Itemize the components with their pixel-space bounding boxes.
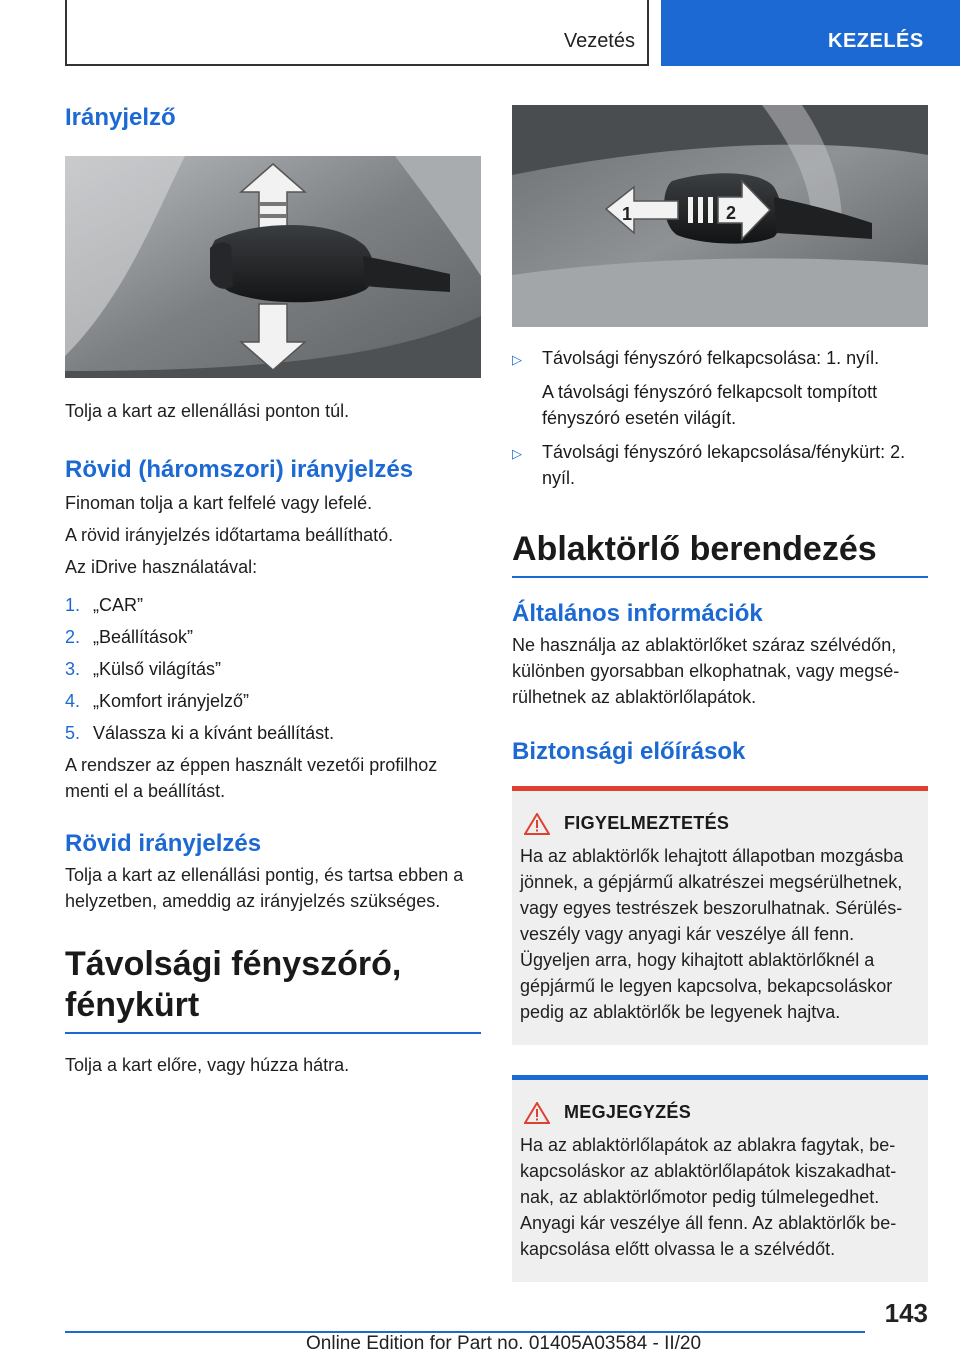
triangle-bullet-icon: ▷	[512, 352, 522, 367]
figure-high-beam-lever	[512, 105, 928, 327]
note-title: MEGJEGYZÉS	[520, 1102, 920, 1124]
warning-title: FIGYELMEZTETÉS	[520, 813, 920, 835]
warning-paragraph-2: Ügyeljen arra, hogy kihajtott ablaktörlőknél a gépjármű le legyen kapcsolva, bekapcsoláskor pedig az ablaktörlők be legyenek hajtva.	[520, 949, 893, 1022]
heading-tavolsagi-fenyszoro: Távolsági fényszóró, fénykürt	[65, 944, 481, 1034]
heading-iranyjelzo: Irányjelző	[65, 104, 176, 131]
page-number: 143	[884, 1298, 928, 1328]
note-box	[512, 1075, 928, 1282]
header-section-tab	[65, 0, 649, 66]
header-chapter-tab	[661, 0, 960, 66]
paragraph-profil: A rendszer az éppen használt vezetői profilhoz menti el a beállítást.	[65, 755, 438, 801]
paragraph-finoman: Finoman tolja a kart felfelé vagy lefelé.	[65, 493, 373, 513]
list-item: ▷ Távolsági fényszóró lekapcsolása/fénykürt: 2. nyíl.	[512, 439, 928, 491]
header-chapter-title: KEZELÉS	[828, 30, 924, 52]
heading-altalanos: Általános információk	[512, 599, 763, 627]
header-section-title: Vezetés	[563, 30, 635, 52]
list-item: 3. „Külső világítás”	[65, 659, 222, 679]
left-column	[65, 100, 481, 1078]
high-beam-illustration	[512, 105, 928, 327]
paragraph-idotartam: A rövid irányjelzés időtartama beállítható.	[65, 525, 394, 545]
arrow-2-label: 2	[726, 203, 737, 223]
list-item: 5. Válassza ki a kívánt beállítást.	[65, 723, 335, 743]
paragraph-rovid: Tolja a kart az ellenállási pontig, és tartsa ebben a helyzetben, ameddig az irányjelzés szükséges.	[65, 865, 464, 911]
list-item: ▷ Távolsági fényszóró felkapcsolása: 1. nyíl. A távolsági fényszóró felkapcsolt tompított fényszóró esetén világít.	[512, 345, 928, 431]
warning-triangle-icon	[524, 813, 550, 835]
list-item: 4. „Komfort irányjelző”	[65, 691, 250, 711]
idrive-steps-list	[65, 592, 481, 746]
paragraph-idrive: Az iDrive használatával:	[65, 557, 258, 577]
footer-edition: Online Edition for Part no. 01405A03584 - II/20	[306, 1333, 702, 1354]
heading-ablaktorlo: Ablaktörlő berendezés	[512, 529, 928, 578]
right-column	[512, 100, 928, 1282]
warning-box	[512, 786, 928, 1045]
caution-triangle-icon	[524, 1102, 550, 1124]
heading-biztonsagi: Biztonsági előírások	[512, 737, 746, 765]
list-item: 2. „Beállítások”	[65, 627, 194, 647]
warning-paragraph-1: Ha az ablaktörlők lehajtott állapotban mozgásba jönnek, a gépjármű alkatrészei megsérülhetnek, vagy egyes testrészek beszorulhatnak. Sérülésveszély vagy anyagi kár veszélye áll fenn.	[520, 845, 904, 944]
list-item: 1. „CAR”	[65, 595, 143, 615]
figure1-caption: Tolja a kart az ellenállási ponton túl.	[65, 401, 350, 421]
arrow-1-label: 1	[622, 204, 633, 224]
heading-rovid-iranyjelzes: Rövid irányjelzés	[65, 830, 262, 857]
note-paragraph-1: Ha az ablaktörlőlapátok az ablakra fagytak, bekapcsoláskor az ablaktörlőlapátok kiszakadhatnak, az ablaktörlőmotor pedig túlmelegedhet. Anyagi kár veszélye áll fenn. Az ablaktörlők bekapcsolása előtt olvassa le a szélvédőt.	[520, 1134, 897, 1259]
high-beam-bullets	[512, 345, 928, 491]
triangle-bullet-icon: ▷	[512, 446, 522, 461]
turn-signal-illustration	[65, 156, 481, 378]
paragraph-tavolsagi: Tolja a kart előre, vagy húzza hátra.	[65, 1054, 350, 1075]
heading-rovid-haromszori: Rövid (háromszori) irányjelzés	[65, 456, 414, 483]
paragraph-altalanos: Ne használja az ablaktörlőket száraz szélvédőn, különben gyorsabban elkophatnak, vagy megsérülhetnek az ablaktörlőlapátok.	[512, 634, 900, 707]
figure-turn-signal-lever	[65, 156, 481, 378]
